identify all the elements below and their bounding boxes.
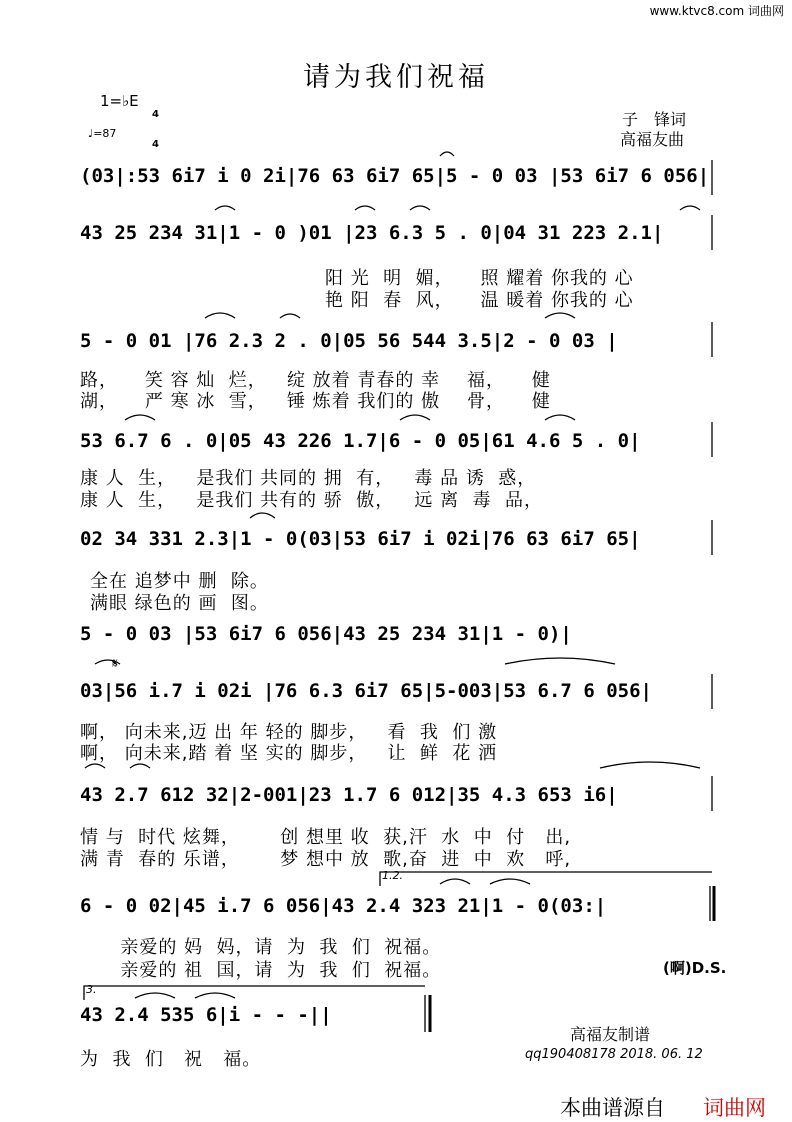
segno-sign: 𝄋 — [112, 656, 119, 672]
lyrics-line-3a: 路， 笑 容 灿 烂， 绽 放着 青春的 幸 福， 健 — [80, 370, 551, 391]
transcriber-credit: 高福友制谱 — [570, 1025, 651, 1044]
slur — [195, 993, 235, 998]
slur — [600, 762, 700, 768]
lyrics-line-5a: 全在 追梦中 删 除。 — [90, 571, 269, 592]
composer: 高福友曲 — [620, 130, 685, 149]
lyrics-line-2a: 阳 光 明 媚， 照 耀着 你我的 心 — [325, 268, 634, 289]
lyrics-line-8b: 满 青 春的 乐谱， 梦 想中 放 歌,奋 进 中 欢 呼, — [80, 849, 572, 870]
lyrics-line-8a: 情 与 时代 炫舞， 创 想里 收 获,汗 水 中 付 出, — [80, 827, 572, 848]
volta-bracket — [380, 872, 712, 886]
page-title: 请为我们祝福 — [303, 62, 489, 93]
slur — [250, 513, 275, 518]
source-label: 本曲谱源自 — [560, 1096, 665, 1120]
transcriber-contact: qq190408178 2018. 06. 12 — [525, 1047, 703, 1062]
slur — [440, 879, 470, 884]
time-signature-bottom: 4 — [152, 139, 159, 150]
lyrics-line-2b: 艳 阳 春 风， 温 暖着 你我的 心 — [325, 290, 634, 311]
watermark-url: www.ktvc8.com 词曲网 — [649, 4, 784, 18]
score-line-9: 6 - 0 02|45 i.7 6 056|43 2.4 323 21|1 - 0(03:| — [80, 895, 607, 917]
lyrics-line-10: 为 我 们 祝 福。 — [80, 1049, 262, 1070]
slur — [545, 415, 575, 420]
score-line-4: 53 6.7 6 . 0|05 43 226 1.7|6 - 0 05|61 4.6 5 . 0| — [80, 430, 641, 452]
lyricist: 子 锋词 — [622, 110, 687, 129]
slur — [545, 313, 575, 318]
time-signature-top: 4 — [152, 109, 159, 120]
score-line-2: 43 25 234 31|1 - 0 )01 |23 6.3 5 . 0|04 31 223 2.1| — [80, 222, 664, 244]
slur — [440, 152, 454, 156]
lyrics-line-7a: 啊， 向未来,迈 出 年 轻的 脚步， 看 我 们 激 — [80, 722, 498, 743]
lyrics-line-7b: 啊， 向未来,踏 着 坚 实的 脚步， 让 鲜 花 洒 — [80, 743, 498, 764]
lyrics-line-5b: 满眼 绿色的 画 图。 — [90, 593, 269, 614]
lyrics-line-9b: 亲爱的 祖 国，请 为 我 们 祝福。 — [80, 960, 442, 981]
lyrics-line-4b: 康 人 生， 是我们 共有的 骄 傲， 远 离 毒 品， — [80, 490, 543, 511]
slur — [280, 314, 300, 318]
lyrics-line-3b: 湖， 严 寒 冰 雪， 锤 炼着 我们的 傲 骨， 健 — [80, 391, 551, 412]
score-line-8: 43 2.7 612 32|2-001|23 1.7 6 012|35 4.3 653 i6| — [80, 784, 618, 806]
slur — [215, 206, 235, 210]
slur — [400, 415, 430, 420]
slur — [680, 206, 700, 210]
slur — [505, 658, 615, 664]
tempo-marking: ♩=87 — [88, 127, 117, 140]
score-line-6: 5 - 0 03 |53 6i7 6 056|43 25 234 31|1 - 0)| — [80, 623, 572, 645]
source-site: 词曲网 — [703, 1096, 766, 1120]
score-line-10: 43 2.4 535 6|i - - -|| — [80, 1004, 332, 1026]
slur — [355, 206, 375, 210]
score-line-3: 5 - 0 01 |76 2.3 2 . 0|05 56 544 3.5|2 - 0 03 | — [80, 330, 618, 352]
slur — [205, 313, 235, 318]
volta-1-2: 1.2. — [382, 869, 403, 882]
score-line-1: (03|:53 6i7 i 0 2i|76 63 6i7 65|5 - 0 03 |53 6i7 6 056| — [80, 165, 710, 187]
slur — [85, 764, 105, 768]
slur — [410, 206, 430, 210]
dal-segno: (啊)D.S. — [663, 959, 727, 977]
lyrics-line-9a: 亲爱的 妈 妈，请 为 我 们 祝福。 — [80, 937, 442, 958]
slur — [130, 764, 150, 768]
score-line-5: 02 34 331 2.3|1 - 0(03|53 6i7 i 02i|76 63 6i7 65| — [80, 528, 641, 550]
key-signature: 1=♭E — [100, 92, 139, 110]
slur — [490, 879, 530, 884]
lyrics-line-4a: 康 人 生， 是我们 共同的 拥 有， 毒 品 诱 惑， — [80, 468, 537, 489]
slur — [125, 415, 155, 420]
score-line-7: 03|56 i.7 i 02i |76 6.3 6i7 65|5-003|53 6.7 6 056| — [80, 680, 652, 702]
slur — [135, 993, 175, 998]
volta-3: 3. — [86, 983, 97, 996]
